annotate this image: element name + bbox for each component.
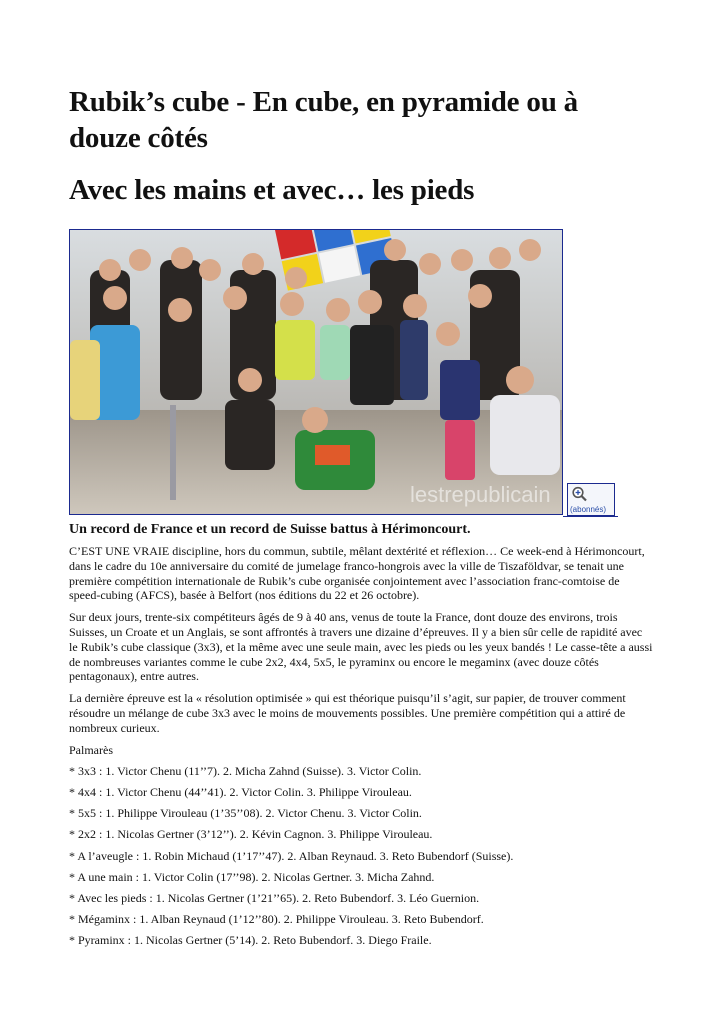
result-item: * Avec les pieds : 1. Nicolas Gertner (1’21’’65). 2. Reto Bubendorf. 3. Léo Guernion. [69,890,480,905]
article-title: Rubik’s cube - En cube, en pyramide ou à douze côtés [69,86,578,154]
result-item: * 4x4 : 1. Victor Chenu (44’’41). 2. Victor Colin. 3. Philippe Virouleau. [69,784,412,799]
result-item: * 2x2 : 1. Nicolas Gertner (3’12’’). 2. Kévin Cagnon. 3. Philippe Virouleau. [69,827,433,842]
magnifier-plus-icon [571,486,591,502]
link-underline [563,516,618,517]
zoom-label: (abonnés) [570,505,607,514]
group-photo[interactable] [69,229,563,515]
photo-watermark: lestrepublicain [410,482,551,507]
result-item: * 3x3 : 1. Victor Chenu (11’’7). 2. Micha Zahnd (Suisse). 3. Victor Colin. [69,763,422,778]
zoom-button[interactable] [567,483,615,516]
palmares-heading: Palmarès [69,742,113,757]
photo-caption: Un record de France et un record de Suisse battus à Hérimoncourt. [69,522,471,537]
article-body [69,544,653,954]
paragraph: La dernière épreuve est la « résolution optimisée » qui est théorique puisqu’il s’agit, sur papier, de trouver comment résoudre un mélange de cube 3x3 avec le moins de mouvements possibles. Une première compétition qui a attiré de nombreux curieux. [69,691,626,735]
paragraph: Sur deux jours, trente-six compétiteurs âgés de 9 à 40 ans, venus de toute la France, dont douze des environs, trois Suisses, un Croate et un Anglais, se sont affrontés à travers une dizaine d’épreuves. Il y a bien sûr celle de rapidité avec le Rubik’s cube classique (3x3), et la même avec une seule main, avec les pieds ou les yeux bandés ! Le casse-tête a aussi de nombreuses variantes comme le cube 2x2, 4x4, 5x5, le pyraminx ou encore le megaminx (avec douze côtés pentagonaux), entre autres. [69,610,653,684]
result-item: * A l’aveugle : 1. Robin Michaud (1’17’’47). 2. Alban Reynaud. 3. Reto Bubendorf (Suisse). [69,848,514,863]
result-item: * A une main : 1. Victor Colin (17’’98). 2. Nicolas Gertner. 3. Micha Zahnd. [69,869,435,884]
result-item: * Mégaminx : 1. Alban Reynaud (1’12’’80). 2. Philippe Virouleau. 3. Reto Bubendorf. [69,912,484,927]
article-subtitle: Avec les mains et avec… les pieds [69,174,475,206]
result-item: * Pyraminx : 1. Nicolas Gertner (5’14). 2. Reto Bubendorf. 3. Diego Fraile. [69,933,432,948]
paragraph: C’EST UNE VRAIE discipline, hors du commun, subtile, mêlant dextérité et réflexion… Ce week-end à Hérimoncourt, dans le cadre du 10e anniversaire du comité de jumelage franco-hongrois avec la ville de Tiszaföldvar, se tenait une première compétition internationale de Rubik’s cube organisée conjointement avec l’association franc-comtoise de speed-cubing (AFCS), basée à Belfort (nos éditions du 22 et 26 octobre). [69,544,645,603]
result-item: * 5x5 : 1. Philippe Virouleau (1’35’’08). 2. Victor Chenu. 3. Victor Colin. [69,806,422,821]
